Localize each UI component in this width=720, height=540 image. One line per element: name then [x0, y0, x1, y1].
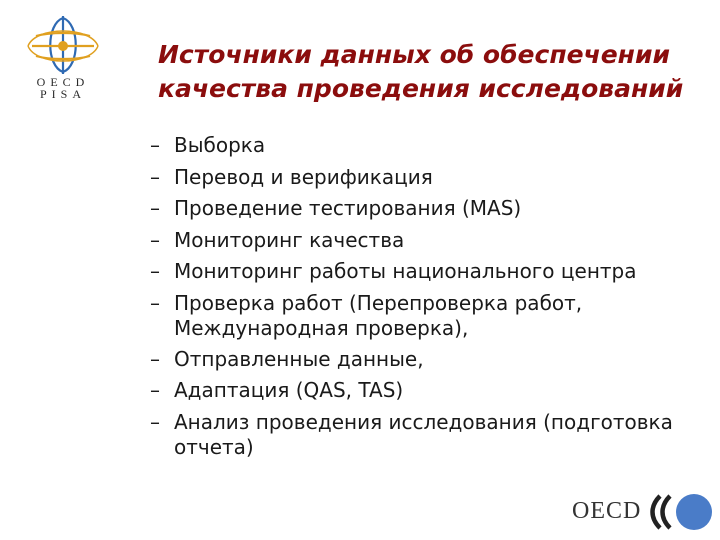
logo-oecd-text: OECD — [36, 75, 90, 89]
list-item-text: Проведение тестирования (MAS) — [174, 196, 522, 220]
oecd-brackets-icon — [646, 492, 716, 532]
list-item-text: Отправленные данные, — [174, 346, 424, 371]
list-item-text: Перевод и верификация — [174, 164, 433, 189]
list-item-text: Мониторинг качества — [174, 227, 405, 252]
list-item — [150, 225, 710, 257]
oecd-pisa-logo — [22, 14, 104, 102]
list-item — [150, 344, 710, 376]
oecd-footer-logo — [572, 492, 714, 532]
list-item — [150, 256, 710, 288]
list-item — [150, 288, 710, 344]
dash-marker: – — [150, 346, 160, 371]
dash-marker: – — [150, 133, 160, 157]
list-item-text: Проверка работ (Перепроверка работ, Международная проверка), — [174, 290, 583, 340]
list-item — [150, 407, 710, 463]
list-item — [150, 193, 710, 225]
dash-marker: – — [150, 227, 160, 252]
list-item-text: Анализ проведения исследования (подготовка отчета) — [174, 409, 673, 459]
list-item — [150, 375, 710, 407]
dash-marker: – — [150, 196, 160, 220]
list-item-text: Адаптация (QAS, TAS) — [174, 378, 404, 402]
list-item-text: Выборка — [174, 133, 266, 157]
list-item — [150, 162, 710, 194]
list-item — [150, 130, 710, 162]
slide-title: Источники данных об обеспечении качества проведения исследований — [158, 40, 684, 103]
bullet-list — [150, 130, 710, 463]
dash-marker: – — [150, 259, 160, 283]
list-item-text: Мониторинг работы национального центра — [174, 259, 637, 283]
logo-pisa-text: PISA — [39, 87, 86, 101]
dash-marker: – — [150, 164, 160, 189]
oecd-footer-text: OECD — [572, 498, 642, 524]
globe-icon — [22, 14, 104, 76]
dash-marker: – — [150, 290, 160, 315]
dash-marker: – — [150, 378, 160, 402]
dash-marker: – — [150, 409, 160, 434]
